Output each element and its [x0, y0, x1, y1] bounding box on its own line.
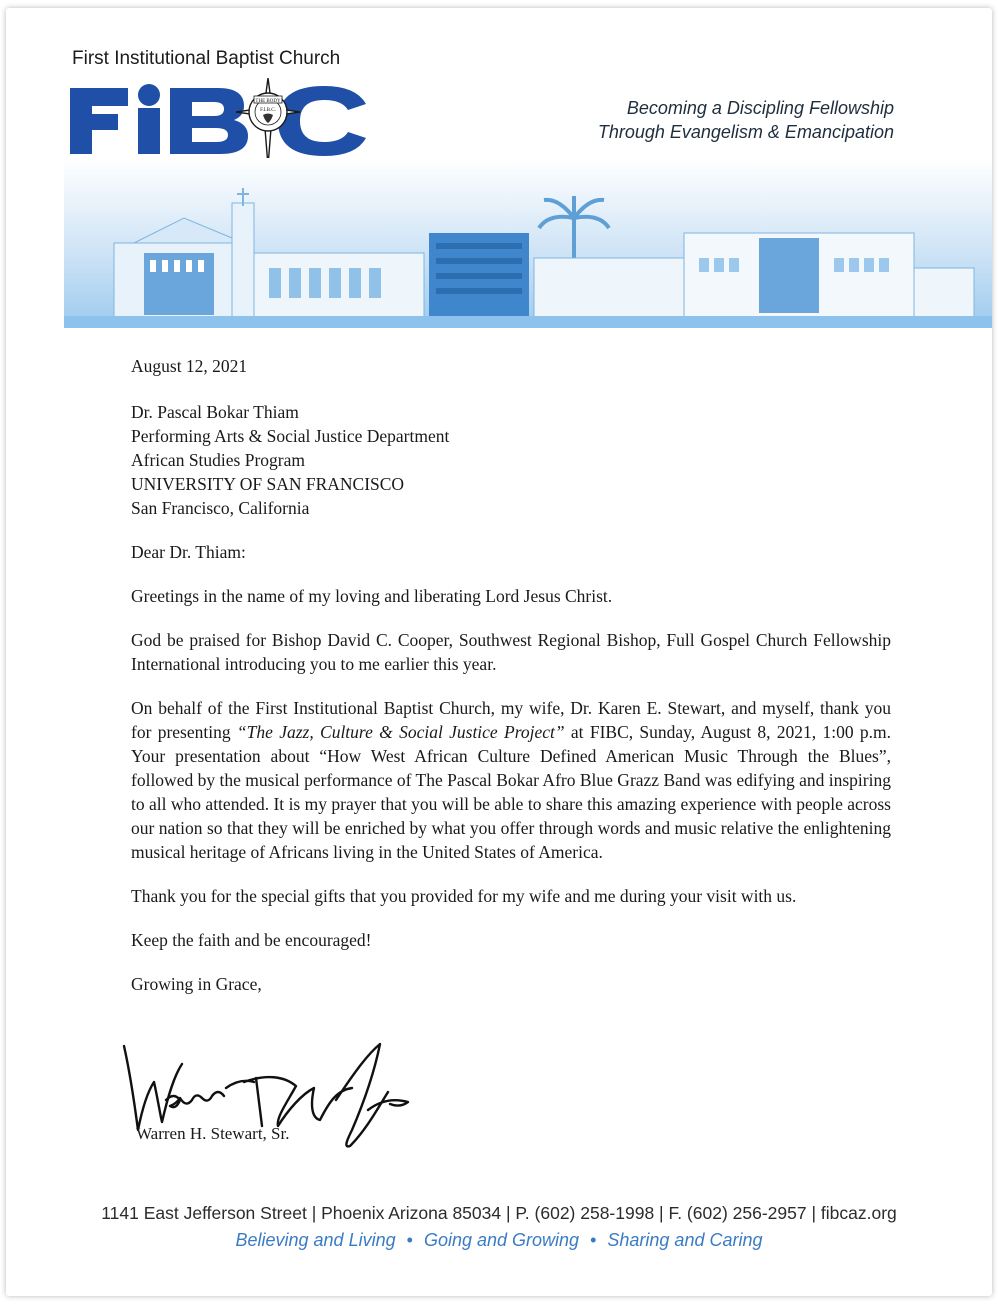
- letter-date: August 12, 2021: [131, 356, 248, 376]
- recipient-address: [131, 400, 891, 520]
- motto-believing: Believing and Living: [235, 1230, 396, 1250]
- letter-page: [6, 8, 992, 1296]
- footer-motto: [6, 1230, 992, 1251]
- closing: Growing in Grace,: [131, 974, 262, 994]
- paragraph-thanks-presentation: [131, 696, 891, 864]
- paragraph-encouragement: Keep the faith and be encouraged!: [131, 930, 372, 950]
- signer-name: Warren H. Stewart, Sr.: [136, 1124, 290, 1143]
- address-line: African Studies Program: [131, 450, 305, 470]
- church-tagline: [598, 96, 894, 144]
- fibc-logo-graphic: [68, 78, 388, 168]
- address-line: UNIVERSITY OF SAN FRANCISCO: [131, 474, 405, 494]
- project-title: “The Jazz, Culture & Social Justice Project”: [236, 722, 565, 742]
- motto-sharing: Sharing and Caring: [607, 1230, 763, 1250]
- svg-text:F.I.B.C.: F.I.B.C.: [260, 108, 276, 113]
- paragraph-greeting: Greetings in the name of my loving and liberating Lord Jesus Christ.: [131, 586, 613, 606]
- address-line: Dr. Pascal Bokar Thiam: [131, 402, 299, 422]
- motto-separator: •: [406, 1230, 413, 1250]
- motto-separator: •: [590, 1230, 597, 1250]
- svg-text:THE BODY: THE BODY: [255, 99, 281, 104]
- paragraph-introduction: God be praised for Bishop David C. Cooper, Southwest Regional Bishop, Full Gospel Church Fellowship International introducing you to me earlier this year.: [131, 630, 891, 674]
- tagline-line-2: Through Evangelism & Emancipation: [597, 122, 894, 142]
- motto-going: Going and Growing: [423, 1230, 580, 1250]
- tagline-line-1: Becoming a Discipling Fellowship: [626, 98, 894, 118]
- letter-body: [131, 354, 891, 996]
- address-line: Performing Arts & Social Justice Department: [131, 426, 450, 446]
- footer-address: 1141 East Jefferson Street | Phoenix Arizona 85034 | P. (602) 258-1998 | F. (602) 256-2957 | fibcaz.org: [101, 1203, 897, 1223]
- salutation: Dear Dr. Thiam:: [131, 542, 246, 562]
- church-name: First Institutional Baptist Church: [72, 48, 341, 69]
- fibc-logo: [68, 78, 388, 168]
- paragraph-gifts: Thank you for the special gifts that you provided for my wife and me during your visit with us.: [131, 886, 797, 906]
- address-line: San Francisco, California: [131, 498, 310, 518]
- church-campus-illustration: [64, 158, 992, 328]
- paragraph-text: at FIBC, Sunday, August 8, 2021, 1:00 p.m. Your presentation about “How West African Culture Defined American Music Through the Blues”, followed by the musical performance of The Pascal Bokar Afro Blue Grazz Band was edifying and inspiring to all who attended. It is my prayer that you will be able to share this amazing experience with people across our nation so that they will be enriched by what you offer through words and music relative the enlightening musical heritage of Africans living in the United States of America.: [131, 722, 892, 862]
- paragraph-text: On behalf of the First Institutional Baptist Church, my wife, Dr. Karen E. Stewart, and myself, thank you for presenting: [131, 698, 891, 742]
